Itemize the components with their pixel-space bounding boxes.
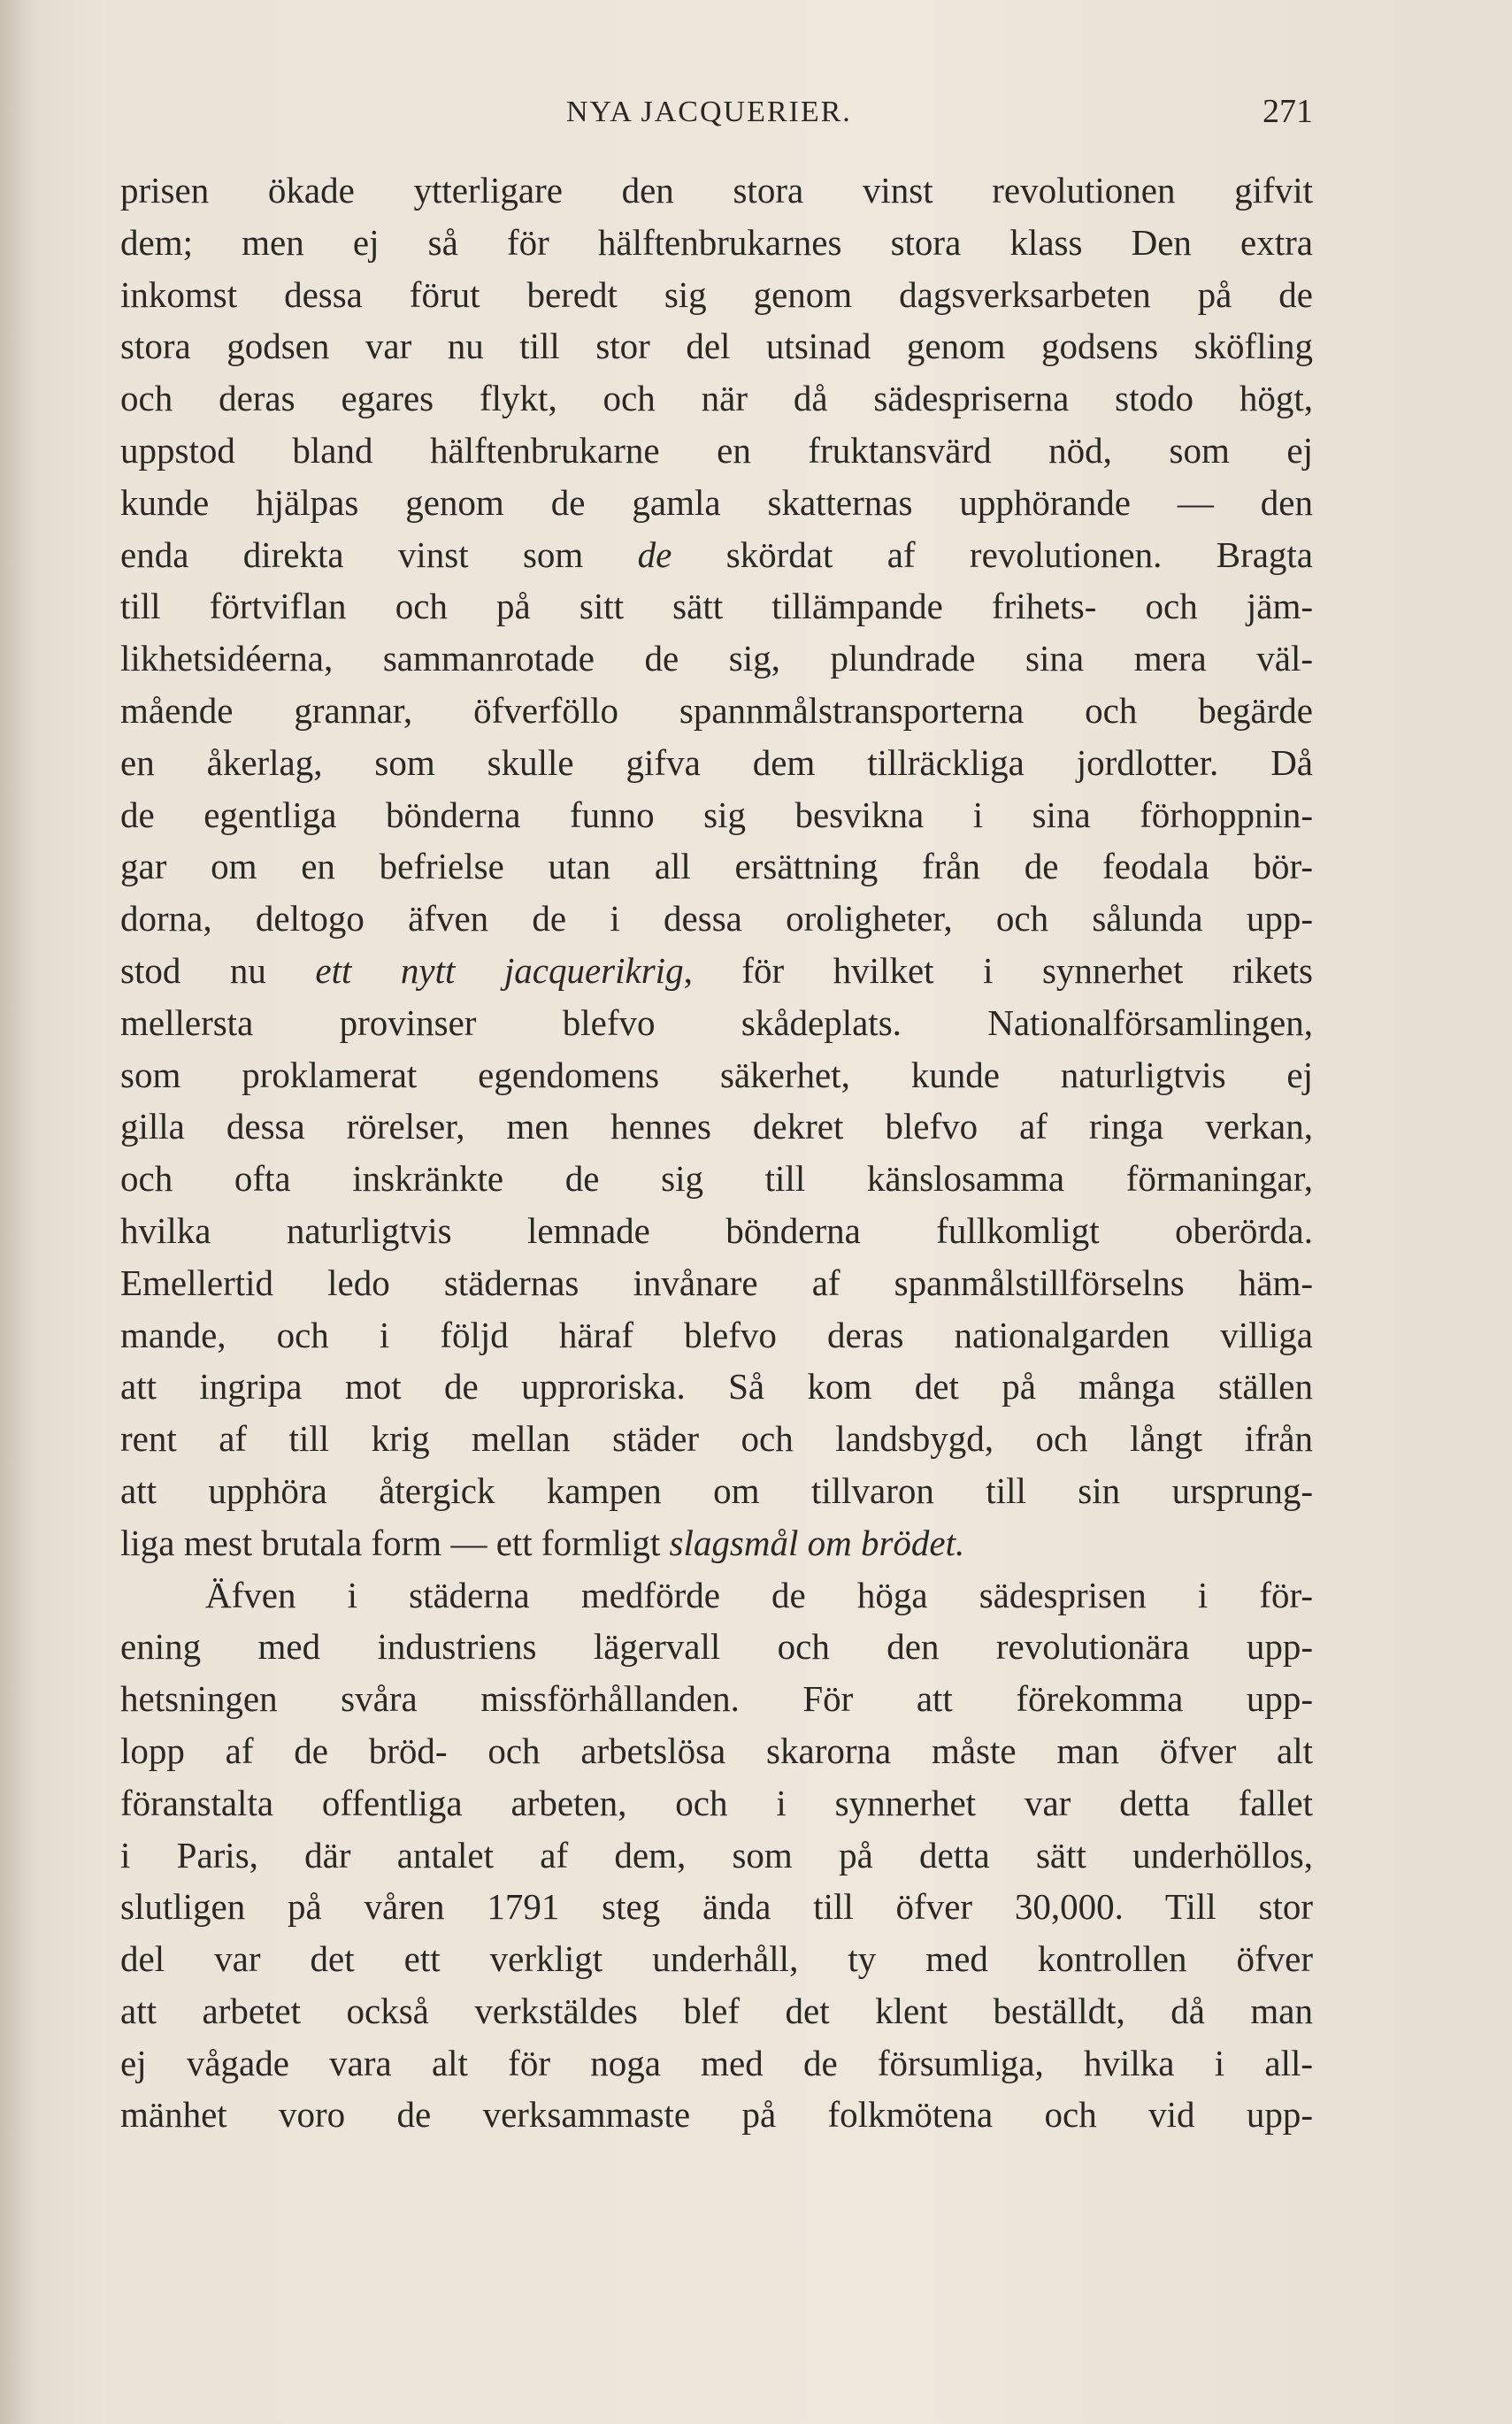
text-line: ening med industriens lägervall och den revolutionära upp- <box>120 1626 1313 1668</box>
text-line: att arbetet också verkstäldes blef det klent beställdt, då man <box>120 1990 1313 2031</box>
text-line: gilla dessa rörelser, men hennes dekret blefvo af ringa verkan, <box>120 1106 1313 1147</box>
text-line: rent af till krig mellan städer och landsbygd, och långt ifrån <box>120 1418 1313 1460</box>
text-line: stod nu ett nytt jacquerikrig, för hvilket i synnerhet rikets <box>120 949 1313 991</box>
text-line: Emellertid ledo städernas invånare af spanmålstillförselns häm- <box>120 1262 1313 1303</box>
page-number: 271 <box>1263 93 1313 130</box>
text-line: att upphöra återgick kampen om tillvaron till sin ursprung- <box>120 1469 1313 1511</box>
text-line: stora godsen var nu till stor del utsinad genom godsens sköfling <box>120 326 1313 367</box>
text-line: att ingripa mot de upproriska. Så kom det på många ställen <box>120 1366 1313 1408</box>
text-line: lopp af de bröd- och arbetslösa skarorna måste man öfver alt <box>120 1730 1313 1771</box>
running-head: NYA JACQUERIER. <box>566 96 852 128</box>
body-text <box>120 165 1313 2141</box>
text-line: Äfven i städerna medförde de höga sädesprisen i för- <box>205 1574 1313 1615</box>
text-line: hetsningen svåra missförhållanden. För att förekomma upp- <box>120 1678 1313 1720</box>
text-line: mande, och i följd häraf blefvo deras nationalgarden villiga <box>120 1314 1313 1355</box>
text-line: föranstalta offentliga arbeten, och i synnerhet var detta fallet <box>120 1782 1313 1823</box>
text-line: dem; men ej så för hälftenbrukarnes stora klass Den extra <box>120 221 1313 263</box>
text-line: mänhet voro de verksammaste på folkmötena och vid upp- <box>120 2094 1313 2136</box>
text-line: de egentliga bönderna funno sig besvikna i sina förhoppnin- <box>120 794 1313 835</box>
text-line: inkomst dessa förut beredt sig genom dagsverksarbeten på de <box>120 273 1313 315</box>
text-line: som proklamerat egendomens säkerhet, kunde naturligtvis ej <box>120 1054 1313 1095</box>
text-line: enda direkta vinst som de skördat af revolutionen. Bragta <box>120 533 1314 575</box>
text-line: och ofta inskränkte de sig till känslosamma förmaningar, <box>120 1158 1313 1200</box>
text-line: en åkerlag, som skulle gifva dem tillräckliga jordlotter. Då <box>120 741 1313 783</box>
text-line: ej vågade vara alt för noga med de försumliga, hvilka i all- <box>120 2042 1313 2083</box>
text-line: kunde hjälpas genom de gamla skatternas upphörande — den <box>120 481 1313 523</box>
text-line: likhetsidéerna, sammanrotade de sig, plundrade sina mera väl- <box>120 638 1313 679</box>
text-line: uppstod bland hälftenbrukarne en fruktansvärd nöd, som ej <box>120 429 1313 471</box>
text-line: och deras egares flykt, och när då sädespriserna stodo högt, <box>120 378 1313 419</box>
text-line: prisen ökade ytterligare den stora vinst revolutionen gifvit <box>120 170 1313 211</box>
text-line: till förtviflan och på sitt sätt tillämpande frihets- och jäm- <box>120 586 1313 627</box>
text-line: i Paris, där antalet af dem, som på detta sätt underhöllos, <box>120 1834 1313 1876</box>
text-line: gar om en befrielse utan all ersättning från de feodala bör- <box>120 846 1313 887</box>
text-line: slutligen på våren 1791 steg ända till öfver 30,000. Till stor <box>120 1886 1313 1928</box>
text-line: del var det ett verkligt underhåll, ty med kontrollen öfver <box>120 1938 1313 1980</box>
text-line: liga mest brutala form — ett formligt slagsmål om brödet. <box>120 1522 965 1563</box>
text-line: mående grannar, öfverföllo spannmålstransporterna och begärde <box>120 689 1313 731</box>
text-line: hvilka naturligtvis lemnade bönderna fullkomligt oberörda. <box>120 1209 1313 1251</box>
text-line: dorna, deltogo äfven de i dessa oroligheter, och sålunda upp- <box>120 898 1313 940</box>
text-line: mellersta provinser blefvo skådeplats. Nationalförsamlingen, <box>120 1001 1313 1043</box>
